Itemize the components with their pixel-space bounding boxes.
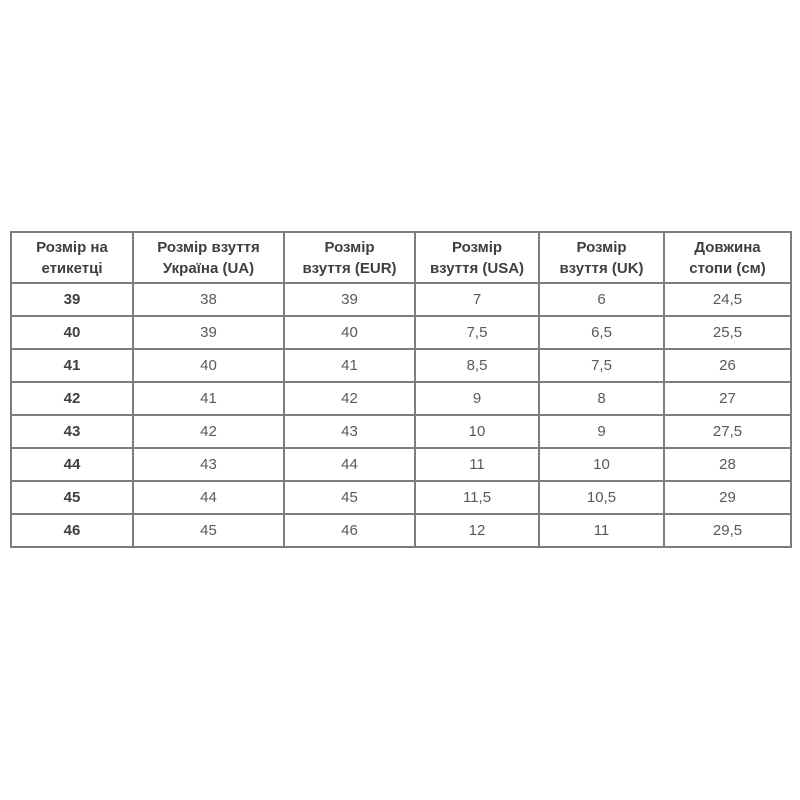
value-cell: 24,5 bbox=[664, 283, 791, 316]
value-cell: 9 bbox=[415, 382, 539, 415]
value-cell: 10 bbox=[415, 415, 539, 448]
value-cell: 10,5 bbox=[539, 481, 664, 514]
size-table-body bbox=[11, 283, 791, 547]
value-cell: 45 bbox=[284, 481, 415, 514]
value-cell: 29,5 bbox=[664, 514, 791, 547]
value-cell: 7,5 bbox=[415, 316, 539, 349]
table-row bbox=[11, 283, 791, 316]
value-cell: 7 bbox=[415, 283, 539, 316]
value-cell: 9 bbox=[539, 415, 664, 448]
value-cell: 7,5 bbox=[539, 349, 664, 382]
table-row bbox=[11, 316, 791, 349]
value-cell: 38 bbox=[133, 283, 284, 316]
value-cell: 39 bbox=[284, 283, 415, 316]
value-cell: 29 bbox=[664, 481, 791, 514]
value-cell: 11 bbox=[539, 514, 664, 547]
value-cell: 40 bbox=[133, 349, 284, 382]
value-cell: 6,5 bbox=[539, 316, 664, 349]
col-header-ua-size: Розмір взуття Україна (UA) bbox=[133, 232, 284, 283]
col-header-uk-size: Розмір взуття (UK) bbox=[539, 232, 664, 283]
table-row bbox=[11, 481, 791, 514]
value-cell: 41 bbox=[133, 382, 284, 415]
value-cell: 27 bbox=[664, 382, 791, 415]
value-cell: 43 bbox=[133, 448, 284, 481]
header-row bbox=[11, 232, 791, 283]
col-header-usa-size: Розмір взуття (USA) bbox=[415, 232, 539, 283]
size-table-header bbox=[11, 232, 791, 283]
col-header-foot-length: Довжина стопи (см) bbox=[664, 232, 791, 283]
value-cell: 6 bbox=[539, 283, 664, 316]
value-cell: 26 bbox=[664, 349, 791, 382]
value-cell: 42 bbox=[284, 382, 415, 415]
value-cell: 46 bbox=[284, 514, 415, 547]
value-cell: 42 bbox=[133, 415, 284, 448]
value-cell: 8,5 bbox=[415, 349, 539, 382]
value-cell: 11 bbox=[415, 448, 539, 481]
table-row bbox=[11, 415, 791, 448]
value-cell: 27,5 bbox=[664, 415, 791, 448]
size-conversion-table bbox=[10, 231, 792, 548]
label-cell: 43 bbox=[11, 415, 133, 448]
value-cell: 10 bbox=[539, 448, 664, 481]
label-cell: 39 bbox=[11, 283, 133, 316]
value-cell: 39 bbox=[133, 316, 284, 349]
label-cell: 42 bbox=[11, 382, 133, 415]
label-cell: 40 bbox=[11, 316, 133, 349]
label-cell: 44 bbox=[11, 448, 133, 481]
value-cell: 8 bbox=[539, 382, 664, 415]
value-cell: 43 bbox=[284, 415, 415, 448]
value-cell: 41 bbox=[284, 349, 415, 382]
col-header-label-size: Розмір на етикетці bbox=[11, 232, 133, 283]
table-row bbox=[11, 448, 791, 481]
table-row bbox=[11, 514, 791, 547]
value-cell: 40 bbox=[284, 316, 415, 349]
value-cell: 44 bbox=[284, 448, 415, 481]
size-conversion-table-wrap bbox=[10, 231, 790, 548]
table-row bbox=[11, 349, 791, 382]
table-row bbox=[11, 382, 791, 415]
label-cell: 45 bbox=[11, 481, 133, 514]
label-cell: 46 bbox=[11, 514, 133, 547]
value-cell: 12 bbox=[415, 514, 539, 547]
value-cell: 28 bbox=[664, 448, 791, 481]
value-cell: 25,5 bbox=[664, 316, 791, 349]
value-cell: 44 bbox=[133, 481, 284, 514]
value-cell: 45 bbox=[133, 514, 284, 547]
value-cell: 11,5 bbox=[415, 481, 539, 514]
label-cell: 41 bbox=[11, 349, 133, 382]
col-header-eur-size: Розмір взуття (EUR) bbox=[284, 232, 415, 283]
